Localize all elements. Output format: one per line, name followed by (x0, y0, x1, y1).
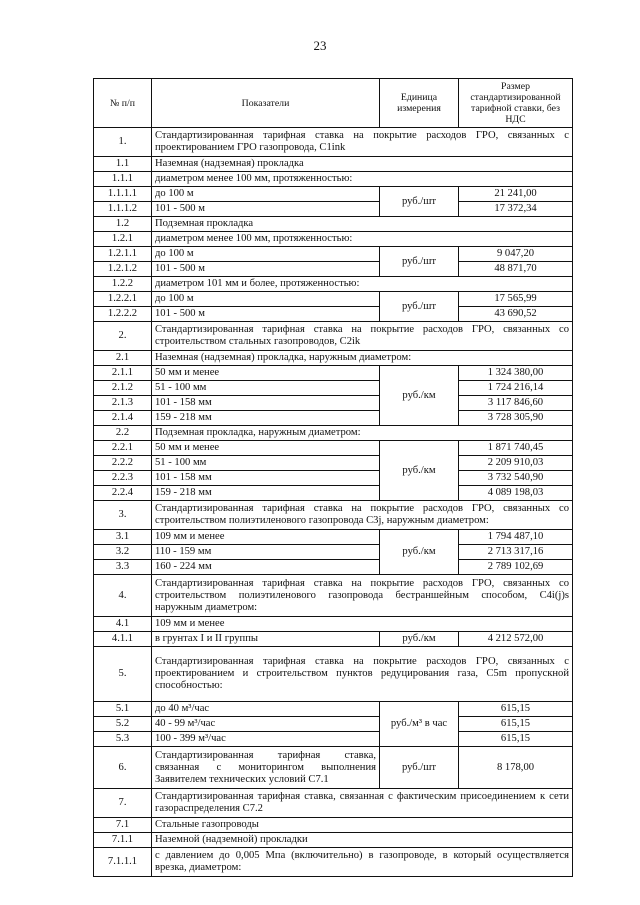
row-number: 2.1 (94, 351, 152, 366)
row-text: Наземная (надземная) прокладка (152, 157, 573, 172)
table-row (94, 486, 573, 501)
table-row (94, 277, 573, 292)
row-number: 1.2.1.1 (94, 247, 152, 262)
row-number: 2.2.4 (94, 486, 152, 501)
section-title: Стандартизированная тарифная ставка, связанная с фактическим присоединением к сети газораспределения C7.2 (152, 789, 573, 818)
row-number: 1.2.2.1 (94, 292, 152, 307)
row-number: 1.2.2 (94, 277, 152, 292)
unit-cell: руб./шт (380, 247, 459, 277)
row-text: 159 - 218 мм (152, 411, 380, 426)
row-text: 51 - 100 мм (152, 381, 380, 396)
section-title: Стандартизированная тарифная ставка на покрытие расходов ГРО, связанных с проектированием и строительством пунктов редуцирования газа, C5m пропускной способностью: (152, 647, 573, 702)
row-text: диаметром менее 100 мм, протяженностью: (152, 232, 573, 247)
row-number: 1.2.1 (94, 232, 152, 247)
section-title: Стандартизированная тарифная ставка на покрытие расходов ГРО, связанных с проектированием ГРО газопровода, C1ink (152, 128, 573, 157)
value-cell: 2 713 317,16 (459, 545, 573, 560)
row-text: Подземная прокладка, наружным диаметром: (152, 426, 573, 441)
table-row (94, 262, 573, 277)
value-cell: 48 871,70 (459, 262, 573, 277)
row-text: Подземная прокладка (152, 217, 573, 232)
table-row (94, 702, 573, 717)
row-text: до 40 м³/час (152, 702, 380, 717)
row-text: Наземная (надземная) прокладка, наружным диаметром: (152, 351, 573, 366)
row-text: в грунтах I и II группы (152, 632, 380, 647)
table-row (94, 366, 573, 381)
value-cell: 3 732 540,90 (459, 471, 573, 486)
row-text: до 100 м (152, 247, 380, 262)
row-number: 1.1.1.2 (94, 202, 152, 217)
row-number: 4. (94, 575, 152, 617)
value-cell: 17 565,99 (459, 292, 573, 307)
row-number: 1.1.1 (94, 172, 152, 187)
value-cell: 8 178,00 (459, 747, 573, 789)
table-row (94, 501, 573, 530)
row-text: 51 - 100 мм (152, 456, 380, 471)
unit-cell: руб./км (380, 530, 459, 575)
value-cell: 43 690,52 (459, 307, 573, 322)
table-row (94, 560, 573, 575)
row-text: 100 - 399 м³/час (152, 732, 380, 747)
row-text: до 100 м (152, 292, 380, 307)
row-number: 1.1.1.1 (94, 187, 152, 202)
unit-cell: руб./шт (380, 747, 459, 789)
row-number: 2.2.2 (94, 456, 152, 471)
table-row (94, 575, 573, 617)
row-text: диаметром 101 мм и более, протяженностью: (152, 277, 573, 292)
table-row (94, 617, 573, 632)
header-num: № п/п (94, 79, 152, 128)
row-number: 7.1.1.1 (94, 848, 152, 877)
row-number: 2.1.2 (94, 381, 152, 396)
value-cell: 17 372,34 (459, 202, 573, 217)
row-number: 7.1.1 (94, 833, 152, 848)
table-row (94, 351, 573, 366)
section-title: Стандартизированная тарифная ставка на покрытие расходов ГРО, связанных со строительством полиэтиленового газопровода бестраншейным способом, C4i(j)s наружным диаметром: (152, 575, 573, 617)
row-text: с давлением до 0,005 Мпа (включительно) в газопроводе, в который осуществляется врезка, диаметром: (152, 848, 573, 877)
row-number: 4.1 (94, 617, 152, 632)
table-row (94, 157, 573, 172)
table-row (94, 128, 573, 157)
unit-cell: руб./км (380, 632, 459, 647)
row-number: 3. (94, 501, 152, 530)
row-text: 101 - 500 м (152, 202, 380, 217)
unit-cell: руб./шт (380, 187, 459, 217)
table-row (94, 471, 573, 486)
page-number: 23 (313, 38, 327, 53)
row-number: 2.1.3 (94, 396, 152, 411)
row-number: 7.1 (94, 818, 152, 833)
table-row (94, 232, 573, 247)
table-row (94, 396, 573, 411)
value-cell: 615,15 (459, 702, 573, 717)
table-row (94, 292, 573, 307)
row-number: 3.3 (94, 560, 152, 575)
unit-cell: руб./шт (380, 292, 459, 322)
section-title: Стандартизированная тарифная ставка на покрытие расходов ГРО, связанных со строительством стальных газопроводов, C2ik (152, 322, 573, 351)
row-number: 6. (94, 747, 152, 789)
row-number: 5.2 (94, 717, 152, 732)
value-cell: 1 724 216,14 (459, 381, 573, 396)
row-text: до 100 м (152, 187, 380, 202)
row-text: 159 - 218 мм (152, 486, 380, 501)
table-row (94, 818, 573, 833)
row-text: 101 - 500 м (152, 307, 380, 322)
table-row (94, 456, 573, 471)
table-row (94, 717, 573, 732)
row-number: 1.2.2.2 (94, 307, 152, 322)
row-number: 2. (94, 322, 152, 351)
row-text: 50 мм и менее (152, 441, 380, 456)
value-cell: 1 794 487,10 (459, 530, 573, 545)
row-text: 109 мм и менее (152, 617, 573, 632)
row-number: 2.2.3 (94, 471, 152, 486)
row-number: 2.1.4 (94, 411, 152, 426)
value-cell: 615,15 (459, 732, 573, 747)
row-number: 1. (94, 128, 152, 157)
row-text: 101 - 158 мм (152, 396, 380, 411)
section-title: Стандартизированная тарифная ставка, связанная с мониторингом выполнения Заявителем технических условий C7.1 (152, 747, 380, 789)
value-cell: 615,15 (459, 717, 573, 732)
table-row (94, 247, 573, 262)
table-row (94, 187, 573, 202)
row-text: 40 - 99 м³/час (152, 717, 380, 732)
value-cell: 1 871 740,45 (459, 441, 573, 456)
row-text: 109 мм и менее (152, 530, 380, 545)
row-text: 101 - 158 мм (152, 471, 380, 486)
value-cell: 2 789 102,69 (459, 560, 573, 575)
value-cell: 3 728 305,90 (459, 411, 573, 426)
row-number: 5.1 (94, 702, 152, 717)
value-cell: 4 212 572,00 (459, 632, 573, 647)
value-cell: 21 241,00 (459, 187, 573, 202)
table-row (94, 441, 573, 456)
row-number: 4.1.1 (94, 632, 152, 647)
table-row (94, 322, 573, 351)
header-rate: Размер стандартизированной тарифной ставки, без НДС (459, 79, 573, 128)
row-number: 2.1.1 (94, 366, 152, 381)
table-row (94, 381, 573, 396)
row-number: 7. (94, 789, 152, 818)
table-row (94, 202, 573, 217)
table-row (94, 545, 573, 560)
row-number: 2.2 (94, 426, 152, 441)
row-text: 101 - 500 м (152, 262, 380, 277)
unit-cell: руб./км (380, 366, 459, 426)
table-row (94, 732, 573, 747)
row-text: 160 - 224 мм (152, 560, 380, 575)
table-row (94, 411, 573, 426)
tariff-table (93, 78, 573, 877)
table-row (94, 647, 573, 702)
row-number: 5.3 (94, 732, 152, 747)
table-row (94, 833, 573, 848)
value-cell: 2 209 910,03 (459, 456, 573, 471)
table-row (94, 426, 573, 441)
row-number: 3.2 (94, 545, 152, 560)
table-row (94, 172, 573, 187)
row-number: 2.2.1 (94, 441, 152, 456)
table-row (94, 217, 573, 232)
value-cell: 3 117 846,60 (459, 396, 573, 411)
table-row (94, 530, 573, 545)
header-indicator: Показатели (152, 79, 380, 128)
row-text: Стальные газопроводы (152, 818, 573, 833)
table-row (94, 848, 573, 877)
row-number: 1.1 (94, 157, 152, 172)
row-text: диаметром менее 100 мм, протяженностью: (152, 172, 573, 187)
row-text: Наземной (надземной) прокладки (152, 833, 573, 848)
unit-cell: руб./м³ в час (380, 702, 459, 747)
section-title: Стандартизированная тарифная ставка на покрытие расходов ГРО, связанных со строительством полиэтиленового газопровода C3j, наружным диаметром: (152, 501, 573, 530)
row-number: 3.1 (94, 530, 152, 545)
header-unit: Единица измерения (380, 79, 459, 128)
table-row (94, 632, 573, 647)
row-number: 1.2 (94, 217, 152, 232)
table-row (94, 747, 573, 789)
table-row (94, 307, 573, 322)
value-cell: 9 047,20 (459, 247, 573, 262)
row-text: 50 мм и менее (152, 366, 380, 381)
row-text: 110 - 159 мм (152, 545, 380, 560)
value-cell: 4 089 198,03 (459, 486, 573, 501)
unit-cell: руб./км (380, 441, 459, 501)
row-number: 1.2.1.2 (94, 262, 152, 277)
row-number: 5. (94, 647, 152, 702)
table-row (94, 789, 573, 818)
value-cell: 1 324 380,00 (459, 366, 573, 381)
table-header-row (94, 79, 573, 128)
